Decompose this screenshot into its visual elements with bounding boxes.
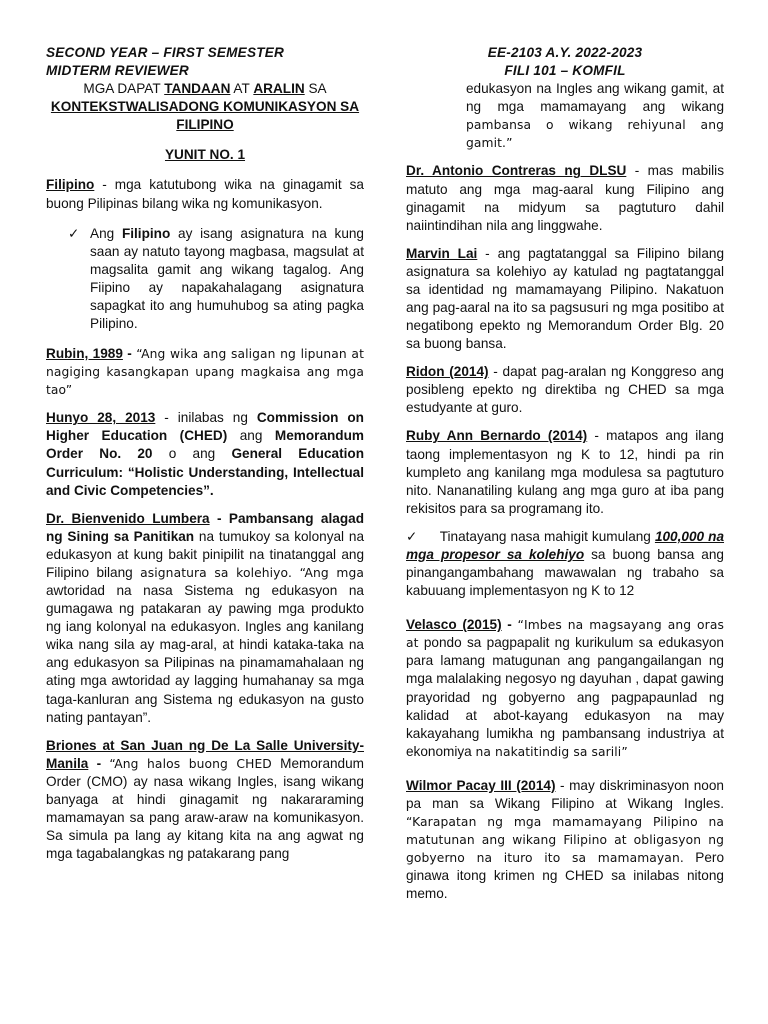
check-item-propesor: [406, 528, 724, 600]
hunyo-a: - inilabas ng: [155, 410, 257, 426]
title-line-3: FILIPINO: [176, 117, 234, 133]
velasco-end: na nakatitindig sa sarili”: [475, 744, 628, 759]
hunyo-e: o ang: [152, 446, 232, 462]
subject-header: FILI 101 – KOMFIL: [504, 63, 626, 79]
pacay-text: - may diskriminasyon noon pa man sa Wikang Filipino at Wikang Ingles.: [406, 777, 724, 811]
hunyo-curriculum: General Education Curriculum: “Holistic Understanding, Intellectual and Civic Competencies”.: [46, 446, 364, 498]
left-column: [46, 44, 364, 873]
title-mid: AT: [230, 81, 254, 97]
right-column: [406, 44, 724, 913]
hunyo-c: ang: [227, 428, 275, 444]
lai-text: - ang pagtatanggal sa Filipino bilang asignatura sa kolehiyo ay katulad ng pagtatanggal sa identidad ng mamamayang Pilipino. Nakatuon ang pag-aaral na ito sa pagsusuri ng mga positibo at negatibong epekto ng Memorandum Order Blg. 20 sa buong bansa.: [406, 245, 725, 352]
reviewer-header: MIDTERM REVIEWER: [46, 63, 189, 79]
date-hunyo: Hunyo 28, 2013: [46, 410, 156, 426]
briones-quote: “Ang halos buong CHED: [109, 756, 272, 771]
lumbera-title: - Pambansang alagad ng Sining sa Panitikan: [46, 510, 364, 544]
course-code-header: EE-2103 A.Y. 2022-2023: [487, 45, 643, 60]
title-line-2: KONTEKSTWALISADONG KOMUNIKASYON SA: [50, 99, 360, 115]
briones-rest: Memorandum Order (CMO) ay nasa wikang Ingles, isang wikang banyaga at hindi ginagamit ng nakararaming mamamayan sa pang araw-araw na komunikasyon. Sa simula pa lang ay kitang kita na ang agwat ng mga tagabalangkas ng patakarang pang: [46, 755, 365, 862]
bernardo-text: - matapos ang ilang taong implementasyon ng K to 12, hindi pa rin kumpleto ang kanilang mga modulesa sa pagtuturo nito. Nananatiling kulang ang mga guro at iba pang rekisitos para sa programang ito.: [406, 428, 724, 516]
title-prefix: MGA DAPAT: [83, 81, 165, 97]
unit-heading: YUNIT NO. 1: [164, 147, 246, 163]
cont-text: edukasyon na Ingles ang wikang gamit, at ng mga mamamayang ang wikang: [466, 81, 724, 115]
entry-bernardo: [406, 427, 724, 517]
ridon-text: - dapat pag-aralan ng Konggreso ang posibleng epekto ng direktiba ng CHED sa mga estudyante at guro.: [406, 364, 724, 416]
author-lai: Marvin Lai: [406, 245, 478, 261]
course-year-header: SECOND YEAR – FIRST SEMESTER: [46, 45, 284, 60]
briones-dash: -: [88, 755, 110, 771]
term-filipino: Filipino: [46, 177, 95, 193]
pacay-quote: “Karapatan ng mga mamamayang Pilipino na matutunan ang wikang Filipino at obligasyon ng gobyerno na ituro ito sa mamamayan.: [406, 814, 724, 866]
title-suffix: SA: [304, 81, 327, 97]
author-velasco: Velasco (2015): [406, 617, 502, 633]
check1-b: Filipino: [121, 225, 171, 241]
author-contreras: Dr. Antonio Contreras ng DLSU: [406, 163, 627, 179]
check-propesor: 100,000 na mga propesor sa kolehiyo: [406, 528, 725, 562]
author-ridon: Ridon (2014): [406, 364, 489, 380]
entry-rubin: [46, 345, 364, 399]
lumbera-text: na tumukoy sa kolonyal na edukasyon at kung bakit pinipilit na tinatanggal ang Filipino bilang: [46, 528, 365, 580]
entry-hunyo: [46, 409, 364, 499]
lumbera-quote: asignatura sa kolehiyo. “Ang mga: [140, 565, 364, 580]
filipino-definition: - mga katutubong wika na ginagamit sa buong Pilipinas bilang wika ng komunikasyon.: [46, 177, 364, 211]
entry-lai: [406, 245, 724, 353]
pacay-rest: Pero ginawa itong krimen ng CHED sa inilabas nitong memo.: [406, 850, 724, 902]
check-icon: ✓: [68, 225, 80, 241]
check-c: sa buong bansa ang pinangangambahang mawawalan ng trabaho sa kabuuang implementasyon ng K to 12: [406, 546, 724, 599]
author-rubin: Rubin, 1989: [46, 346, 123, 362]
cont-quote: pambansa o wikang rehiyunal ang gamit.”: [466, 118, 724, 151]
check1-a: Ang: [90, 225, 122, 241]
rubin-dash: -: [122, 346, 137, 362]
title-line-1: [46, 80, 364, 98]
check1-c: ay isang asignatura na kung saan ay natuto tayong magbasa, magsulat at magsalita gamit ang wikang tagalog. Ang Fiipino ay napakahalagang asignatura sapagkat ito ang humuhubog sa ating pagka Pilipino.: [90, 225, 364, 332]
entry-lumbera: [46, 510, 364, 727]
entry-briones: [46, 737, 364, 864]
entry-ridon: [406, 363, 724, 417]
entry-filipino: [46, 176, 364, 212]
check-icon: ✓: [406, 528, 418, 544]
velasco-dash: -: [501, 617, 518, 633]
title-word-tandaan: TANDAAN: [164, 81, 231, 97]
entry-pacay: [406, 777, 724, 904]
rubin-quote: “Ang wika ang saligan ng lipunan at nagiging kasangkapan upang magkaisa ang mga tao”: [46, 347, 364, 398]
hunyo-memo: Memorandum Order No. 20: [46, 428, 364, 462]
entry-contreras: [406, 162, 724, 234]
author-pacay: Wilmor Pacay III (2014): [406, 777, 556, 793]
velasco-quote: “Imbes na magsayang ang oras at: [406, 618, 724, 651]
check-a: Tinatayang nasa mahigit kumulang: [439, 528, 655, 544]
contreras-text: - mas mabilis matuto ang mga mag-aaral kung Filipino ang ginagamit na midyum sa pagtuturo dahil naiintindihan nila ang linggwahe.: [406, 163, 724, 233]
velasco-rest: pondo sa pagpapalit ng kurikulum sa edukasyon para lamang matugunan ang pangangailangan ng mga malalaking negosyo ng dayuhan , dapat gawing prayoridad ng gobyerno ang pagpapaunlad ng kalidad at abot-kayang edukasyon na may kakayahang lumikha ng pambansang industriya at ekonomiya: [406, 635, 724, 759]
briones-continuation: [406, 80, 724, 152]
author-briones: Briones at San Juan ng De La Salle University-Manila: [46, 737, 364, 771]
check-item-filipino: [46, 225, 364, 333]
lumbera-rest: awtoridad na nasa Sistema ng edukasyon na gumagawa ng patakaran ay pawing mga produkto ng iang kolonyal na edukasyon. Ingles ang kanilang wika nang sila ay mag-aral, at hindi kataka-taka na ang edukasyon sa Pilipinas na pinamamahalaan ng ating mga awtoridad ay lagging humahanay sa mga taga-kanluran ang Sistema ng edukasyon na gusto nating pantayan”.: [46, 583, 364, 725]
author-lumbera: Dr. Bienvenido Lumbera: [46, 510, 210, 526]
title-word-aralin: ARALIN: [253, 81, 305, 97]
hunyo-ched: Commission on Higher Education (CHED): [46, 410, 364, 444]
entry-velasco: [406, 616, 724, 761]
author-bernardo: Ruby Ann Bernardo (2014): [406, 428, 588, 444]
